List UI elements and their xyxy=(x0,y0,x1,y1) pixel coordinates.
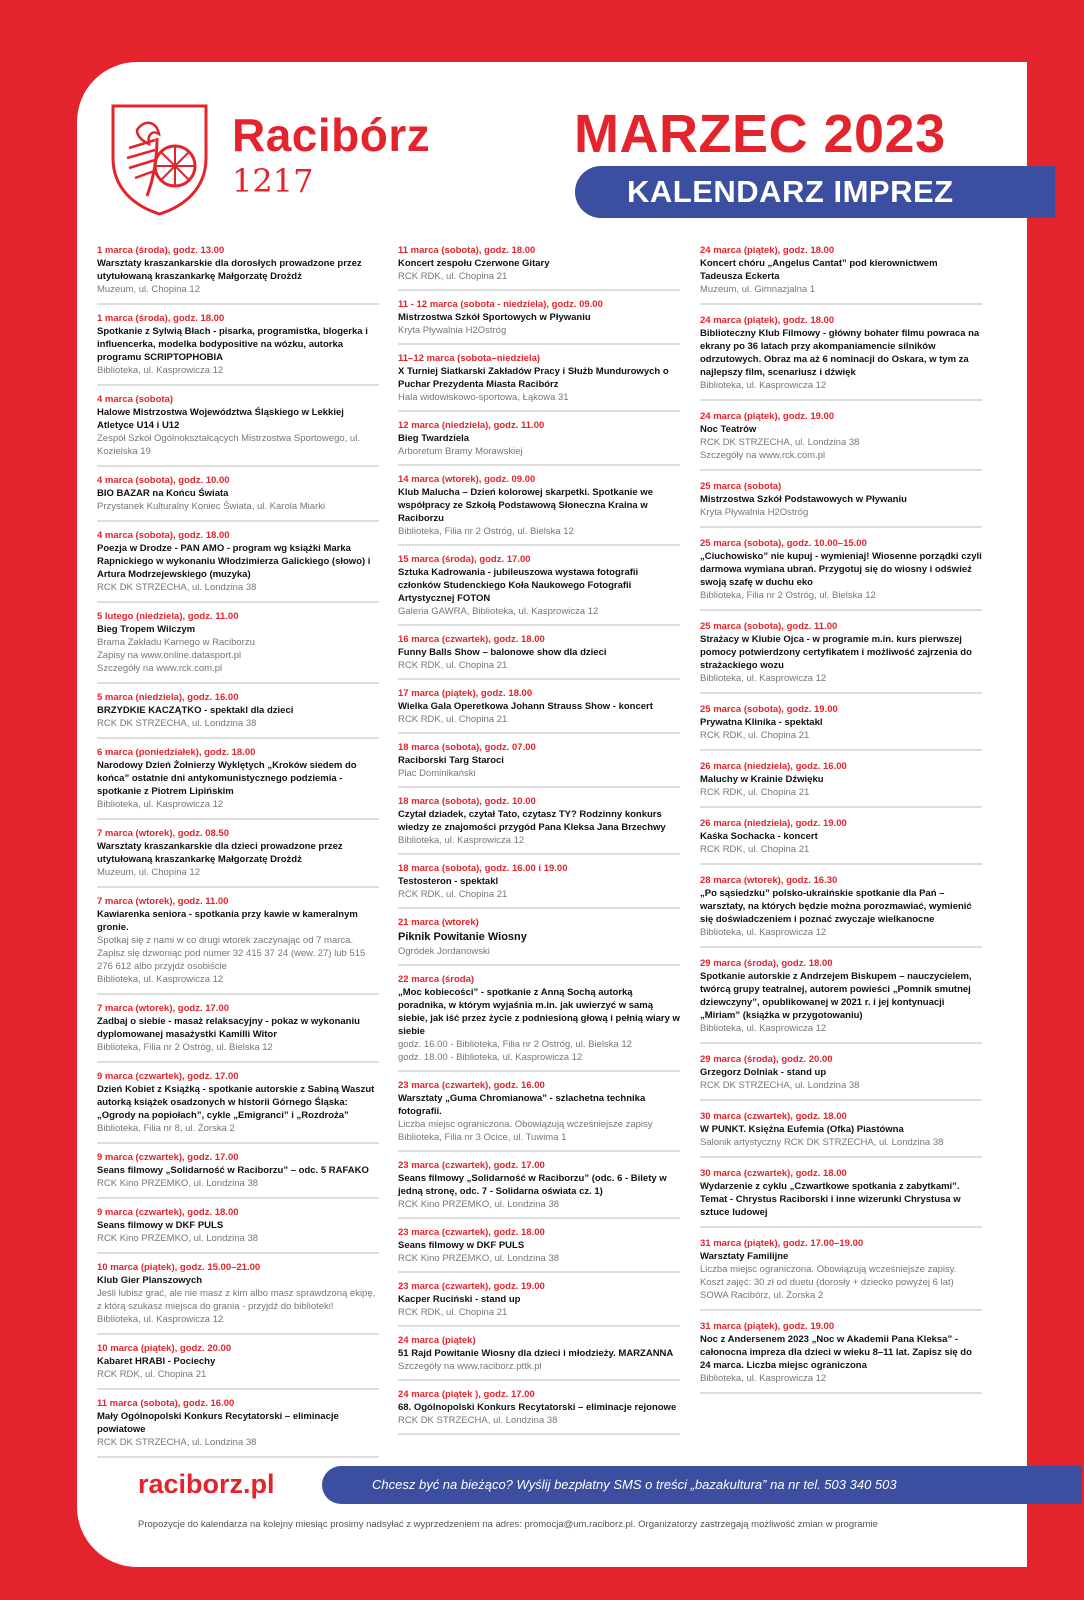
event-item xyxy=(700,874,982,948)
event-place: Zespół Szkół Ogólnokształcących Mistrzostwa Sportowego, ul. Kozielska 19 xyxy=(97,433,360,457)
event-item xyxy=(398,419,680,466)
event-item xyxy=(398,916,680,966)
event-date: 23 marca (czwartek), godz. 17.00 xyxy=(398,1160,545,1171)
event-place: Salonik artystyczny RCK DK STRZECHA, ul. Londzina 38 xyxy=(700,1137,944,1148)
event-title: Bieg Tropem Wilczym xyxy=(97,624,196,635)
event-item xyxy=(700,1053,982,1101)
event-title: Spotkanie z Sylwią Błach - pisarka, programistka, blogerka i influencerka, modelka bodypositive na wózku, autorka programu SCRIPTOPHOBIA xyxy=(97,326,368,363)
event-item xyxy=(97,1206,379,1254)
event-place: RCK RDK, ul. Chopina 21 xyxy=(398,660,508,671)
event-title: Funny Balls Show – balonowe show dla dzieci xyxy=(398,647,607,658)
event-item xyxy=(97,474,379,522)
event-date: 11 - 12 marca (sobota - niedziela), godz. 09.00 xyxy=(398,299,603,310)
event-item xyxy=(700,1167,982,1228)
event-title: W PUNKT. Księżna Eufemia (Ofka) Piastówna xyxy=(700,1124,904,1135)
brand-name: Racibórz xyxy=(232,109,431,161)
footer-note: Propozycje do kalendarza na kolejny miesiąc prosimy nadsyłać z wyprzedzeniem na adres: promocja@um.raciborz.pl. Organizatorzy zastrzegają możliwość zmian w programie xyxy=(138,1519,878,1530)
event-place: Muzeum, ul. Chopina 12 xyxy=(97,284,200,295)
event-title: Zadbaj o siebie - masaż relaksacyjny - pokaz w wykonaniu dyplomowanej masażystki Kamilli Witor xyxy=(97,1016,360,1040)
event-title: Warsztaty kraszankarskie dla dzieci prowadzone przez utytułowaną kraszankarkę Małgorzatę Drożdż xyxy=(97,841,343,865)
event-item xyxy=(700,410,982,471)
events-column-1 xyxy=(97,244,379,1465)
event-title: Seans filmowy „Solidarność w Raciborzu” – odc. 5 RAFAKO xyxy=(97,1165,369,1176)
sms-banner xyxy=(322,1466,1082,1504)
event-title: Biblioteczny Klub Filmowy - główny bohater filmu powraca na ekrany po 36 latach przy akompaniamencie silników odrzutowych. Obraz ma aż 6 nominacji do Oskara, w tym za najlepszy film, scenariusz i dźwięk xyxy=(700,328,980,378)
event-date: 1 marca (środa), godz. 18.00 xyxy=(97,313,225,324)
event-item xyxy=(398,244,680,291)
event-title: Bieg Twardziela xyxy=(398,433,470,444)
event-place: RCK Kino PRZEMKO, ul. Londzina 38 xyxy=(398,1253,560,1264)
event-place: RCK Kino PRZEMKO, ul. Londzina 38 xyxy=(398,1199,560,1210)
event-place: Spotkaj się z nami w co drugi wtorek zaczynając od 7 marca. Zapisz się dzwoniąc pod numer 32 415 37 24 (wew. 27) lub 515 276 612 albo przyjdź osobiście Biblioteka, ul. Kasprowicza 12 xyxy=(97,935,366,985)
event-date: 29 marca (środa), godz. 20.00 xyxy=(700,1054,833,1065)
event-date: 25 marca (sobota), godz. 19.00 xyxy=(700,704,838,715)
event-item xyxy=(97,1397,379,1458)
event-item xyxy=(398,473,680,546)
event-title: Dzień Kobiet z Książką - spotkanie autorskie z Sabiną Waszut autorką książek osadzonych w historii Górnego Śląska: „Ogrody na popiołach”, cykle „Emigranci” i „Rozdroża” xyxy=(97,1084,375,1121)
event-date: 18 marca (sobota), godz. 16.00 i 19.00 xyxy=(398,863,568,874)
event-date: 28 marca (wtorek), godz. 16.30 xyxy=(700,875,838,886)
event-date: 7 marca (wtorek), godz. 08.50 xyxy=(97,828,229,839)
event-date: 30 marca (czwartek), godz. 18.00 xyxy=(700,1168,847,1179)
event-title: Mistrzostwa Szkół Sportowych w Pływaniu xyxy=(398,312,591,323)
event-date: 11 marca (sobota), godz. 18.00 xyxy=(398,245,536,256)
event-place: Arboretum Bramy Morawskiej xyxy=(398,446,523,457)
event-title: Raciborski Targ Staroci xyxy=(398,755,504,766)
website-link[interactable]: raciborz.pl xyxy=(138,1469,275,1499)
event-place: RCK RDK, ul. Chopina 21 xyxy=(97,1369,207,1380)
event-item xyxy=(398,1280,680,1327)
event-title: Halowe Mistrzostwa Województwa Śląskiego w Lekkiej Atletyce U14 i U12 xyxy=(97,407,344,431)
event-item xyxy=(700,537,982,611)
event-place: Biblioteka, ul. Kasprowicza 12 xyxy=(700,1023,827,1034)
event-item xyxy=(97,827,379,888)
event-title: Koncert zespołu Czerwone Gitary xyxy=(398,258,550,269)
event-item xyxy=(700,480,982,528)
event-date: 10 marca (piątek), godz. 20.00 xyxy=(97,1343,232,1354)
subtitle-banner xyxy=(575,166,1055,218)
event-item xyxy=(97,691,379,739)
event-item xyxy=(700,703,982,751)
subtitle: KALENDARZ IMPREZ xyxy=(627,174,954,209)
event-place: Biblioteka, Filia nr 8, ul. Żorska 2 xyxy=(97,1123,235,1134)
event-place: Muzeum, ul. Gimnazjalna 1 xyxy=(700,284,816,295)
event-place: Kryta Pływalnia H2Ostróg xyxy=(700,507,809,518)
event-date: 24 marca (piątek), godz. 18.00 xyxy=(700,315,835,326)
event-title: Poezja w Drodze - PAN AMO - program wg książki Marka Rapnickiego w wykonaniu Włodzimierza Galickiego (słowo) i Artura Modrzejewskiego (muzyka) xyxy=(97,543,371,580)
event-title: Kaśka Sochacka - koncert xyxy=(700,831,818,842)
brand-year: 1217 xyxy=(232,162,314,200)
event-item xyxy=(398,1334,680,1381)
event-date: 6 marca (poniedziałek), godz. 18.00 xyxy=(97,747,256,758)
event-title: BRZYDKIE KACZĄTKO - spektakl dla dzieci xyxy=(97,705,294,716)
event-date: 9 marca (czwartek), godz. 17.00 xyxy=(97,1071,239,1082)
event-place: RCK DK STRZECHA, ul. Londzina 38 Szczegóły na www.rck.com.pl xyxy=(700,437,860,461)
event-item xyxy=(700,760,982,808)
event-date: 23 marca (czwartek), godz. 19.00 xyxy=(398,1281,545,1292)
event-title: Seans filmowy w DKF PULS xyxy=(97,1220,224,1231)
event-place: RCK RDK, ul. Chopina 21 xyxy=(700,787,810,798)
event-place: Biblioteka, ul. Kasprowicza 12 xyxy=(700,927,827,938)
event-title: Spotkanie autorskie z Andrzejem Biskupem – nauczycielem, twórcą grupy teatralnej, autorem powieści „Pomnik smutnej dziewczyny”, opublikowanej w 2021 r. i jej kontynuacji „Miriam” (książka w przygotowaniu) xyxy=(700,971,972,1021)
event-date: 5 lutego (niedziela), godz. 11.00 xyxy=(97,611,239,622)
event-date: 1 marca (środa), godz. 13.00 xyxy=(97,245,225,256)
event-place: Brama Zakładu Karnego w Raciborzu Zapisy na www.online.datasport.pl Szczegóły na www.rck.com.pl xyxy=(97,637,255,674)
event-title: Prywatna Klinika - spektakl xyxy=(700,717,823,728)
event-item xyxy=(700,1237,982,1311)
event-item xyxy=(700,1320,982,1394)
event-item xyxy=(398,1226,680,1273)
event-place: RCK DK STRZECHA, ul. Londzina 38 xyxy=(398,1415,558,1426)
event-place: Muzeum, ul. Chopina 12 xyxy=(97,867,200,878)
page-title: MARZEC 2023 xyxy=(574,104,946,164)
event-title: Warsztaty „Guma Chromianowa” - szlachetna technika fotografii. xyxy=(398,1093,646,1117)
event-title: Koncert chóru „Angelus Cantat” pod kierownictwem Tadeusza Eckerta xyxy=(700,258,938,282)
event-title: 68. Ogólnopolski Konkurs Recytatorski – eliminacje rejonowe xyxy=(398,1402,677,1413)
event-date: 29 marca (środa), godz. 18.00 xyxy=(700,958,833,969)
event-item xyxy=(97,312,379,386)
event-place: Biblioteka, Filia nr 2 Ostróg, ul. Bielska 12 xyxy=(97,1042,273,1053)
event-title: „Moc kobiecości” - spotkanie z Anną Sochą autorką poradnika, w którym wyjaśnia m.in. jak uwierzyć w samą siebie, jak iść przez życie z podniesioną głową i pełnią wiary w siebie xyxy=(398,987,680,1037)
event-title: „Ciuchowisko” nie kupuj - wymieniaj! Wiosenne porządki czyli darmowa wymiana ubrań. Przygotuj się do wiosny i odśwież swoją szafę w duchu eko xyxy=(700,551,982,588)
event-item xyxy=(97,1002,379,1063)
event-date: 30 marca (czwartek), godz. 18.00 xyxy=(700,1111,847,1122)
event-title: Kawiarenka seniora - spotkania przy kawie w kameralnym gronie. xyxy=(97,909,358,933)
event-item xyxy=(398,553,680,626)
event-title: Strażacy w Klubie Ojca - w programie m.in. kurs pierwszej pomocy potwierdzony certyfikatem i możliwość zajrzenia do strażackiego wozu xyxy=(700,634,972,671)
event-place: RCK RDK, ul. Chopina 21 xyxy=(398,271,508,282)
event-date: 18 marca (sobota), godz. 07.00 xyxy=(398,742,536,753)
event-item xyxy=(398,862,680,909)
event-item xyxy=(700,244,982,305)
event-date: 5 marca (niedziela), godz. 16.00 xyxy=(97,692,239,703)
event-title: Seans filmowy „Solidarność w Raciborzu” (odc. 6 - Bilety w jedną stronę, odc. 7 - Solidarna oświata cz. 1) xyxy=(398,1173,667,1197)
event-title: „Po sąsiedzku” polsko-ukraińskie spotkanie dla Pań – warsztaty, na których będzie można porozmawiać, wymienić się doświadczeniem i poznać zwyczaje wielkanocne xyxy=(700,888,972,925)
event-place: Hala widowiskowo-sportowa, Łąkowa 31 xyxy=(398,392,569,403)
event-item xyxy=(398,687,680,734)
event-item xyxy=(97,1070,379,1144)
event-date: 26 marca (niedziela), godz. 16.00 xyxy=(700,761,847,772)
event-date: 25 marca (sobota), godz. 11.00 xyxy=(700,621,838,632)
event-date: 24 marca (piątek), godz. 19.00 xyxy=(700,411,835,422)
event-place: Plac Dominikański xyxy=(398,768,476,779)
event-title: Wielka Gala Operetkowa Johann Strauss Show - koncert xyxy=(398,701,653,712)
event-place: Biblioteka, Filia nr 2 Ostróg, ul. Bielska 12 xyxy=(700,590,876,601)
event-date: 7 marca (wtorek), godz. 17.00 xyxy=(97,1003,229,1014)
event-date: 11–12 marca (sobota–niedziela) xyxy=(398,353,541,364)
events-column-3 xyxy=(700,244,982,1403)
event-title: 51 Rajd Powitanie Wiosny dla dzieci i młodzieży. MARZANNA xyxy=(398,1348,674,1359)
event-date: 17 marca (piątek), godz. 18.00 xyxy=(398,688,533,699)
event-date: 18 marca (sobota), godz. 10.00 xyxy=(398,796,536,807)
event-place: RCK RDK, ul. Chopina 21 xyxy=(398,889,508,900)
event-place: RCK DK STRZECHA, ul. Londzina 38 xyxy=(97,1437,257,1448)
event-item xyxy=(700,620,982,694)
event-place: Biblioteka, ul. Kasprowicza 12 xyxy=(97,799,224,810)
event-title: Warsztaty Familijne xyxy=(700,1251,789,1262)
event-date: 23 marca (czwartek), godz. 18.00 xyxy=(398,1227,545,1238)
event-title: Noc z Andersenem 2023 „Noc w Akademii Pana Kleksa” - całonocna impreza dla dzieci w wieku 8–11 lat. Zapisz się do 24 marca. Liczba miejsc ograniczona xyxy=(700,1334,972,1371)
event-date: 24 marca (piątek) xyxy=(398,1335,476,1346)
event-item xyxy=(398,298,680,345)
event-place: RCK DK STRZECHA, ul. Londzina 38 xyxy=(97,582,257,593)
coat-of-arms-eagle-icon xyxy=(107,100,212,218)
event-date: 10 marca (piątek), godz. 15.00–21.00 xyxy=(97,1262,261,1273)
event-item xyxy=(97,610,379,684)
event-title: Mistrzostwa Szkół Podstawowych w Pływaniu xyxy=(700,494,907,505)
event-place: Jeśli lubisz grać, ale nie masz z kim albo masz sprawdzoną ekipę, z którą szukasz miejsca do grania - przyjdź do biblioteki! Biblioteka, ul. Kasprowicza 12 xyxy=(97,1288,376,1325)
event-item xyxy=(700,817,982,865)
event-place: RCK DK STRZECHA, ul. Londzina 38 xyxy=(97,718,257,729)
event-item xyxy=(398,1079,680,1152)
event-title: Klub Malucha – Dzień kolorowej skarpetki. Spotkanie we współpracy ze Szkołą Podstawową Słoneczna Kraina w Raciborzu xyxy=(398,487,653,524)
event-item xyxy=(97,244,379,305)
event-title: Piknik Powitanie Wiosny xyxy=(398,931,527,943)
event-title: Warsztaty kraszankarskie dla dorosłych prowadzone przez utytułowaną kraszankarkę Małgorzatę Drożdż xyxy=(97,258,362,282)
event-date: 25 marca (sobota), godz. 10.00–15.00 xyxy=(700,538,867,549)
event-date: 11 marca (sobota), godz. 16.00 xyxy=(97,1398,235,1409)
event-date: 26 marca (niedziela), godz. 19.00 xyxy=(700,818,847,829)
event-item xyxy=(398,633,680,680)
event-title: Mały Ogólnopolski Konkurs Recytatorski – eliminacje powiatowe xyxy=(97,1411,339,1435)
event-date: 9 marca (czwartek), godz. 17.00 xyxy=(97,1152,239,1163)
event-item xyxy=(700,957,982,1044)
event-item xyxy=(700,314,982,401)
event-date: 14 marca (wtorek), godz. 09.00 xyxy=(398,474,536,485)
event-title: Kabaret HRABI - Pociechy xyxy=(97,1356,216,1367)
event-title: Narodowy Dzień Żołnierzy Wyklętych „Kroków siedem do końca” ostatnie dni antykomunistycznego podziemia - spotkanie z Piotrem Lipińskim xyxy=(97,760,357,797)
event-item xyxy=(97,1342,379,1390)
event-title: Seans filmowy w DKF PULS xyxy=(398,1240,525,1251)
event-place: Liczba miejsc ograniczona. Obowiązują wcześniejsze zapisy. Koszt zajęć: 30 zł od duetu (dorosły + dziecko powyżej 6 lat) SOWA Racibórz, ul. Żorska 2 xyxy=(700,1264,957,1301)
event-place: Szczegóły na www.raciborz.pttk.pl xyxy=(398,1361,542,1372)
event-place: Biblioteka, ul. Kasprowicza 12 xyxy=(700,1373,827,1384)
event-date: 4 marca (sobota) xyxy=(97,394,174,405)
event-place: Przystanek Kulturalny Koniec Świata, ul. Karola Miarki xyxy=(97,501,326,512)
event-item xyxy=(97,746,379,820)
event-place: Kryta Pływalnia H2Ostróg xyxy=(398,325,507,336)
event-item xyxy=(398,352,680,412)
event-item xyxy=(700,1110,982,1158)
event-title: Wydarzenie z cyklu „Czwartkowe spotkania z zabytkami”. Temat - Chrystus Raciborski i inne wizerunki Chrystusa w sztuce ludowej xyxy=(700,1181,961,1218)
event-date: 31 marca (piątek), godz. 17.00–19.00 xyxy=(700,1238,864,1249)
event-item xyxy=(97,1261,379,1335)
event-place: RCK Kino PRZEMKO, ul. Londzina 38 xyxy=(97,1233,259,1244)
event-item xyxy=(398,973,680,1072)
event-date: 4 marca (sobota), godz. 18.00 xyxy=(97,530,230,541)
event-title: Maluchy w Krainie Dźwięku xyxy=(700,774,824,785)
event-date: 7 marca (wtorek), godz. 11.00 xyxy=(97,896,229,907)
event-place: RCK Kino PRZEMKO, ul. Londzina 38 xyxy=(97,1178,259,1189)
event-date: 24 marca (piątek ), godz. 17.00 xyxy=(398,1389,535,1400)
event-place: godz. 16.00 - Biblioteka, Filia nr 2 Ostróg, ul. Bielska 12 godz. 18.00 - Biblioteka, ul. Kasprowicza 12 xyxy=(398,1039,632,1063)
event-title: Testosteron - spektakl xyxy=(398,876,499,887)
event-place: RCK RDK, ul. Chopina 21 xyxy=(398,714,508,725)
event-date: 9 marca (czwartek), godz. 18.00 xyxy=(97,1207,239,1218)
event-title: Czytał dziadek, czytał Tato, czytasz TY? Rodzinny konkurs wiedzy ze znajomości przygód Pana Kleksa Jana Brzechwy xyxy=(398,809,666,833)
event-date: 4 marca (sobota), godz. 10.00 xyxy=(97,475,230,486)
event-place: RCK RDK, ul. Chopina 21 xyxy=(700,844,810,855)
event-date: 31 marca (piątek), godz. 19.00 xyxy=(700,1321,835,1332)
event-item xyxy=(97,529,379,603)
event-place: Galeria GAWRA, Biblioteka, ul. Kasprowicza 12 xyxy=(398,606,599,617)
event-title: Noc Teatrów xyxy=(700,424,757,435)
event-place: Biblioteka, ul. Kasprowicza 12 xyxy=(700,673,827,684)
event-place: RCK DK STRZECHA, ul. Londzina 38 xyxy=(700,1080,860,1091)
event-title: Klub Gier Planszowych xyxy=(97,1275,203,1286)
event-place: Biblioteka, ul. Kasprowicza 12 xyxy=(398,835,525,846)
event-item xyxy=(97,895,379,995)
event-item xyxy=(97,1151,379,1199)
event-title: BIO BAZAR na Końcu Świata xyxy=(97,488,229,499)
event-place: Biblioteka, ul. Kasprowicza 12 xyxy=(700,380,827,391)
event-title: Sztuka Kadrowania - jubileuszowa wystawa fotografii członków Studenckiego Koła Naukowego Fotografii Artystycznej FOTON xyxy=(398,567,639,604)
event-place: Liczba miejsc ograniczona. Obowiązują wcześniejsze zapisy Biblioteka, Filia nr 3 Ocice, ul. Tuwima 1 xyxy=(398,1119,653,1143)
event-title: Kacper Ruciński - stand up xyxy=(398,1294,521,1305)
event-date: 23 marca (czwartek), godz. 16.00 xyxy=(398,1080,545,1091)
event-item xyxy=(398,795,680,855)
event-place: RCK RDK, ul. Chopina 21 xyxy=(700,730,810,741)
event-item xyxy=(398,741,680,788)
event-date: 12 marca (niedziela), godz. 11.00 xyxy=(398,420,545,431)
event-place: Biblioteka, ul. Kasprowicza 12 xyxy=(97,365,224,376)
event-place: Biblioteka, Filia nr 2 Ostróg, ul. Bielska 12 xyxy=(398,526,574,537)
event-date: 25 marca (sobota) xyxy=(700,481,782,492)
event-date: 24 marca (piątek), godz. 18.00 xyxy=(700,245,835,256)
event-date: 22 marca (środa) xyxy=(398,974,475,985)
event-place: RCK RDK, ul. Chopina 21 xyxy=(398,1307,508,1318)
event-date: 21 marca (wtorek) xyxy=(398,917,479,928)
sms-info: Chcesz być na bieżąco? Wyślij bezpłatny SMS o treści „bazakultura” na nr tel. 503 340 503 xyxy=(372,1477,897,1492)
event-item xyxy=(398,1388,680,1435)
event-item xyxy=(398,1159,680,1219)
event-date: 15 marca (środa), godz. 17.00 xyxy=(398,554,531,565)
event-title: Grzegorz Dolniak - stand up xyxy=(700,1067,827,1078)
event-place: Ogródek Jordanowski xyxy=(398,946,490,957)
events-column-2 xyxy=(398,244,680,1442)
event-item xyxy=(97,393,379,467)
event-title: X Turniej Siatkarski Zakładów Pracy i Służb Mundurowych o Puchar Prezydenta Miasta Racibórz xyxy=(398,366,669,390)
event-date: 16 marca (czwartek), godz. 18.00 xyxy=(398,634,545,645)
